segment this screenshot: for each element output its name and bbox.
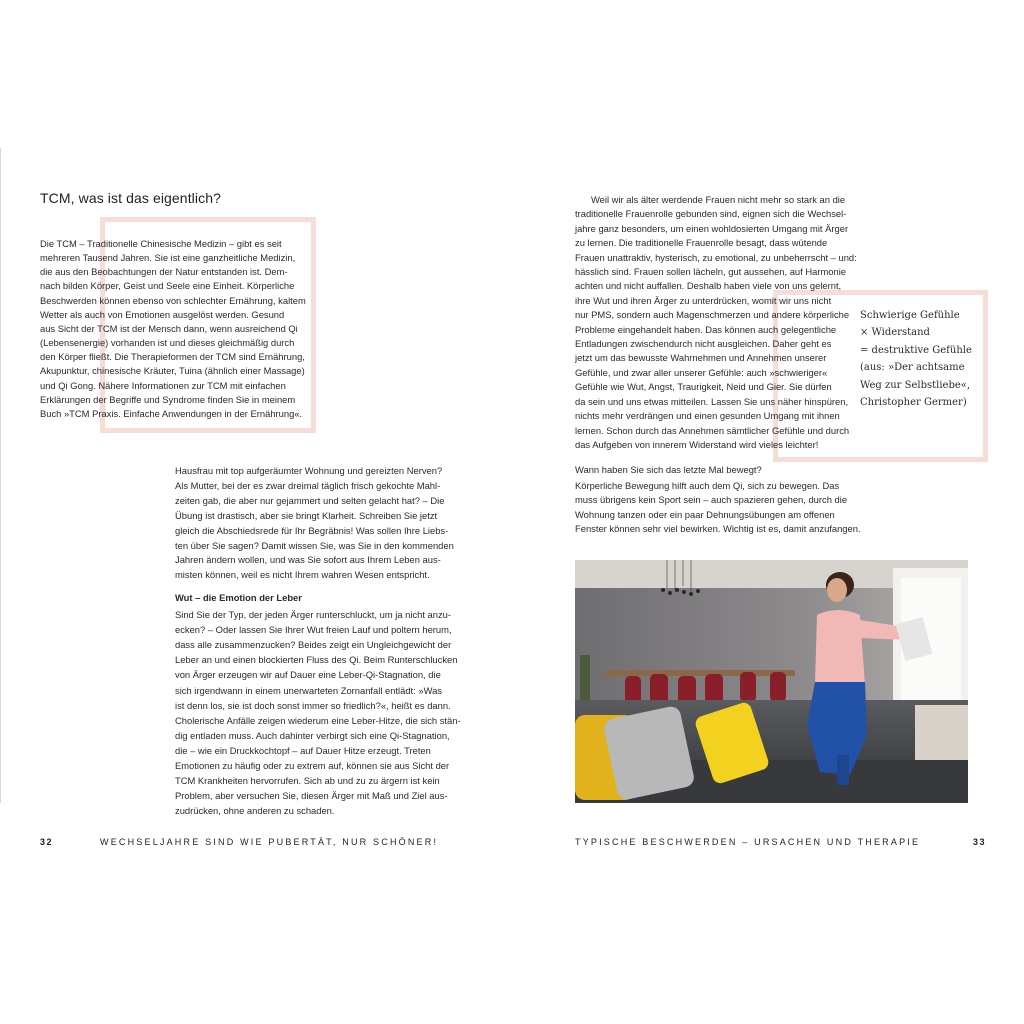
quote-line: (aus: »Der achtsame: [860, 362, 965, 374]
running-title-left: WECHSELJAHRE SIND WIE PUBERTÄT, NUR SCHÖNER!: [100, 837, 439, 847]
text-line: zu lernen. Die traditionelle Frauenrolle besagt, dass wütende: [575, 237, 828, 249]
text-line: Fenster können sehr viel bewirken. Wichtig ist es, damit anzufangen.: [575, 523, 861, 535]
text-line: Buch »TCM Praxis. Einfache Anwendungen in der Ernährung«.: [40, 407, 303, 419]
running-title-right: TYPISCHE BESCHWERDEN – URSACHEN UND THERAPIE: [575, 837, 921, 847]
text-line: traditionelle Frauenrolle gebunden sind, eignen sich die Wechsel-: [575, 208, 847, 220]
page-number-left: 32: [40, 837, 54, 847]
sidebar-quote: [860, 307, 985, 411]
text-line: nur PMS, sondern auch Magenschmerzen und andere körperliche: [575, 309, 850, 321]
text-line: Emotionen zu häufig oder zu extrem auf, können sie aus Sicht der: [175, 760, 450, 772]
text-line: mehreren Tausend Jahren. Sie ist eine ganzheitliche Medizin,: [40, 252, 296, 264]
text-line: das Aufgeben von innerem Widerstand wird vieles leichter!: [575, 438, 819, 450]
text-line: sich irgendwann in einem unerwarteten Zornanfall entlädt: »Was: [175, 684, 442, 696]
text-line: Sind Sie der Typ, der jeden Ärger runterschluckt, um ja nicht anzu-: [175, 609, 452, 621]
section-subheading: Wann haben Sie sich das letzte Mal bewegt?: [575, 464, 762, 475]
text-line: jetzt um das bewusste Wahrnehmen und Annehmen unserer: [575, 352, 827, 364]
text-line: gleich die Abschiedsrede für Ihr Begräbnis! Was sollen Ihre Liebs-: [175, 524, 449, 536]
text-line: dig entladen muss. Auch dahinter verbirgt sich eine Qi-Stagnation,: [175, 729, 450, 741]
text-line: jahre ganz besonders, um einen wohldosierten Umgang mit Ärger: [575, 222, 849, 234]
text-line: von Ärger erzeugen wir auf Dauer eine Leber-Qi-Stagnation, die: [175, 669, 441, 681]
text-line: muss übrigens kein Sport sein – auch spazieren gehen, durch die: [575, 494, 848, 506]
text-line: zeiten gab, die aber nur gejammert und selten gelacht hat? – Die: [175, 494, 445, 506]
tcm-info-box: [40, 237, 320, 421]
text-line: Erklärungen der Begriffe und Syndrome finden Sie in meinem: [40, 393, 296, 405]
text-line: Jahren ändern wollen, und was Sie sofort aus Ihrem Leben aus-: [175, 554, 441, 566]
text-line: Wetter als auch von Emotionen ausgelöst werden. Gesund: [40, 308, 285, 320]
text-line: Übung ist drastisch, aber sie bringt Klarheit. Schreiben Sie jetzt: [175, 509, 438, 521]
text-line: Frauen unattraktiv, hysterisch, zu emotional, zu unbeherrscht – und:: [575, 251, 857, 263]
main-text-left-2: [175, 590, 465, 818]
text-line: misten können, weil es nicht Ihrem wahren Wesen entspricht.: [175, 569, 430, 581]
text-line: ihre Wut und ihren Ärger zu unterdrücken, womit wir uns nicht: [575, 294, 832, 306]
text-line: Entladungen zwischendurch nicht ausgleichen. Daher geht es: [575, 338, 832, 350]
text-line: Als Mutter, bei der es zwar dreimal täglich frisch gekochte Mahl-: [175, 479, 441, 491]
text-line: da sein und uns etwas mitteilen. Lassen Sie uns näher hinspüren,: [575, 395, 849, 407]
main-text-left-1: [175, 464, 465, 583]
quote-line: × Widerstand: [860, 327, 930, 339]
text-line: Hausfrau mit top aufgeräumter Wohnung und gereizten Nerven?: [175, 465, 443, 476]
page-edge-line: [0, 148, 1, 803]
text-line: die – wie ein Druckkochtopf – auf Dauer Hitze erzeugt. Treten: [175, 744, 431, 756]
text-line: aus Sicht der TCM ist der Mensch dann, wenn ausreichend Qi: [40, 322, 298, 334]
text-line: Wohnung tanzen oder ein paar Dehnungsübungen am offenen: [575, 508, 835, 520]
text-line: Beschwerden können ebenso von schlechter Ernährung, kaltem: [40, 294, 306, 306]
text-line: ecken? – Oder lassen Sie Ihrer Wut freien Lauf und poltern herum,: [175, 624, 452, 636]
text-line: ist denn los, sie ist doch sonst immer so friedlich?«, heißt es dann.: [175, 699, 451, 711]
text-line: Weil wir als älter werdende Frauen nicht mehr so stark an die: [591, 194, 846, 205]
text-line: nichts mehr verdrängen und einen gesunden Umgang mit ihnen: [575, 410, 840, 422]
main-text-right-1: [575, 193, 865, 452]
text-line: ten über Sie sagen? Damit wissen Sie, was Sie in den kommenden: [175, 539, 454, 551]
text-line: zudrücken, ohne anderen zu schaden.: [175, 805, 335, 817]
text-line: Körperliche Bewegung hilft auch dem Qi, sich zu bewegen. Das: [575, 479, 840, 491]
text-line: Gefühle, und zwar aller unserer Gefühle: auch »schwieriger«: [575, 366, 828, 378]
main-text-right-2: [575, 463, 865, 537]
quote-line: Christopher Germer): [860, 397, 967, 409]
text-line: achten und nicht auffallen. Deshalb haben viele von uns gelernt,: [575, 280, 842, 292]
text-line: nach bilden Körper, Geist und Seele eine Einheit. Körperliche: [40, 280, 295, 292]
text-line: Cholerische Anfälle zeigen wiederum eine Leber-Hitze, die sich stän-: [175, 714, 461, 726]
quote-line: Schwierige Gefühle: [860, 310, 960, 321]
text-line: Akupunktur, chinesische Kräuter, Tuina (ähnlich einer Massage): [40, 365, 305, 377]
quote-line: = destruktive Gefühle: [860, 344, 972, 356]
text-line: die aus den Beobachtungen der Natur entstanden ist. Dem-: [40, 266, 288, 278]
text-line: lernen. Schon durch das Annehmen sämtlicher Gefühle und durch: [575, 424, 850, 436]
text-line: und Qi Gong. Nähere Informationen zur TCM mit einfachen: [40, 379, 286, 391]
text-line: den Körper fließt. Die Therapieformen der TCM sind Ernährung,: [40, 351, 305, 363]
text-line: Gefühle wie Wut, Angst, Traurigkeit, Neid und Gier. Sie dürfen: [575, 381, 832, 393]
text-line: Leber an und einen blockierten Fluss des Qi. Beim Runterschlucken: [175, 654, 458, 666]
quote-line: Weg zur Selbstliebe«,: [860, 379, 971, 391]
text-line: hässlich sind. Frauen sollen lächeln, gut aussehen, auf Harmonie: [575, 266, 846, 278]
page-number-right: 33: [973, 837, 987, 847]
text-line: Problem, aber versuchen Sie, diesen Ärger mit Maß und Ziel aus-: [175, 790, 448, 802]
text-line: (Lebensenergie) vorhanden ist und dieses gleichmäßig durch: [40, 337, 295, 349]
text-line: TCM Krankheiten hervorrufen. Sich ab und zu zu ärgern ist kein: [175, 775, 440, 787]
section-subheading: Wut – die Emotion der Leber: [175, 592, 302, 603]
text-line: Probleme eingehandelt haben. Das können auch gelegentliche: [575, 323, 837, 335]
page-title: TCM, was ist das eigentlich?: [40, 190, 221, 206]
text-line: Die TCM – Traditionelle Chinesische Medizin – gibt es seit: [40, 238, 282, 249]
woman-on-sofa-photo: [575, 560, 968, 803]
text-line: dass alle zusammenzucken? Beides zeigt ein Ungleichgewicht der: [175, 639, 452, 651]
photo-illustration: [575, 560, 968, 803]
